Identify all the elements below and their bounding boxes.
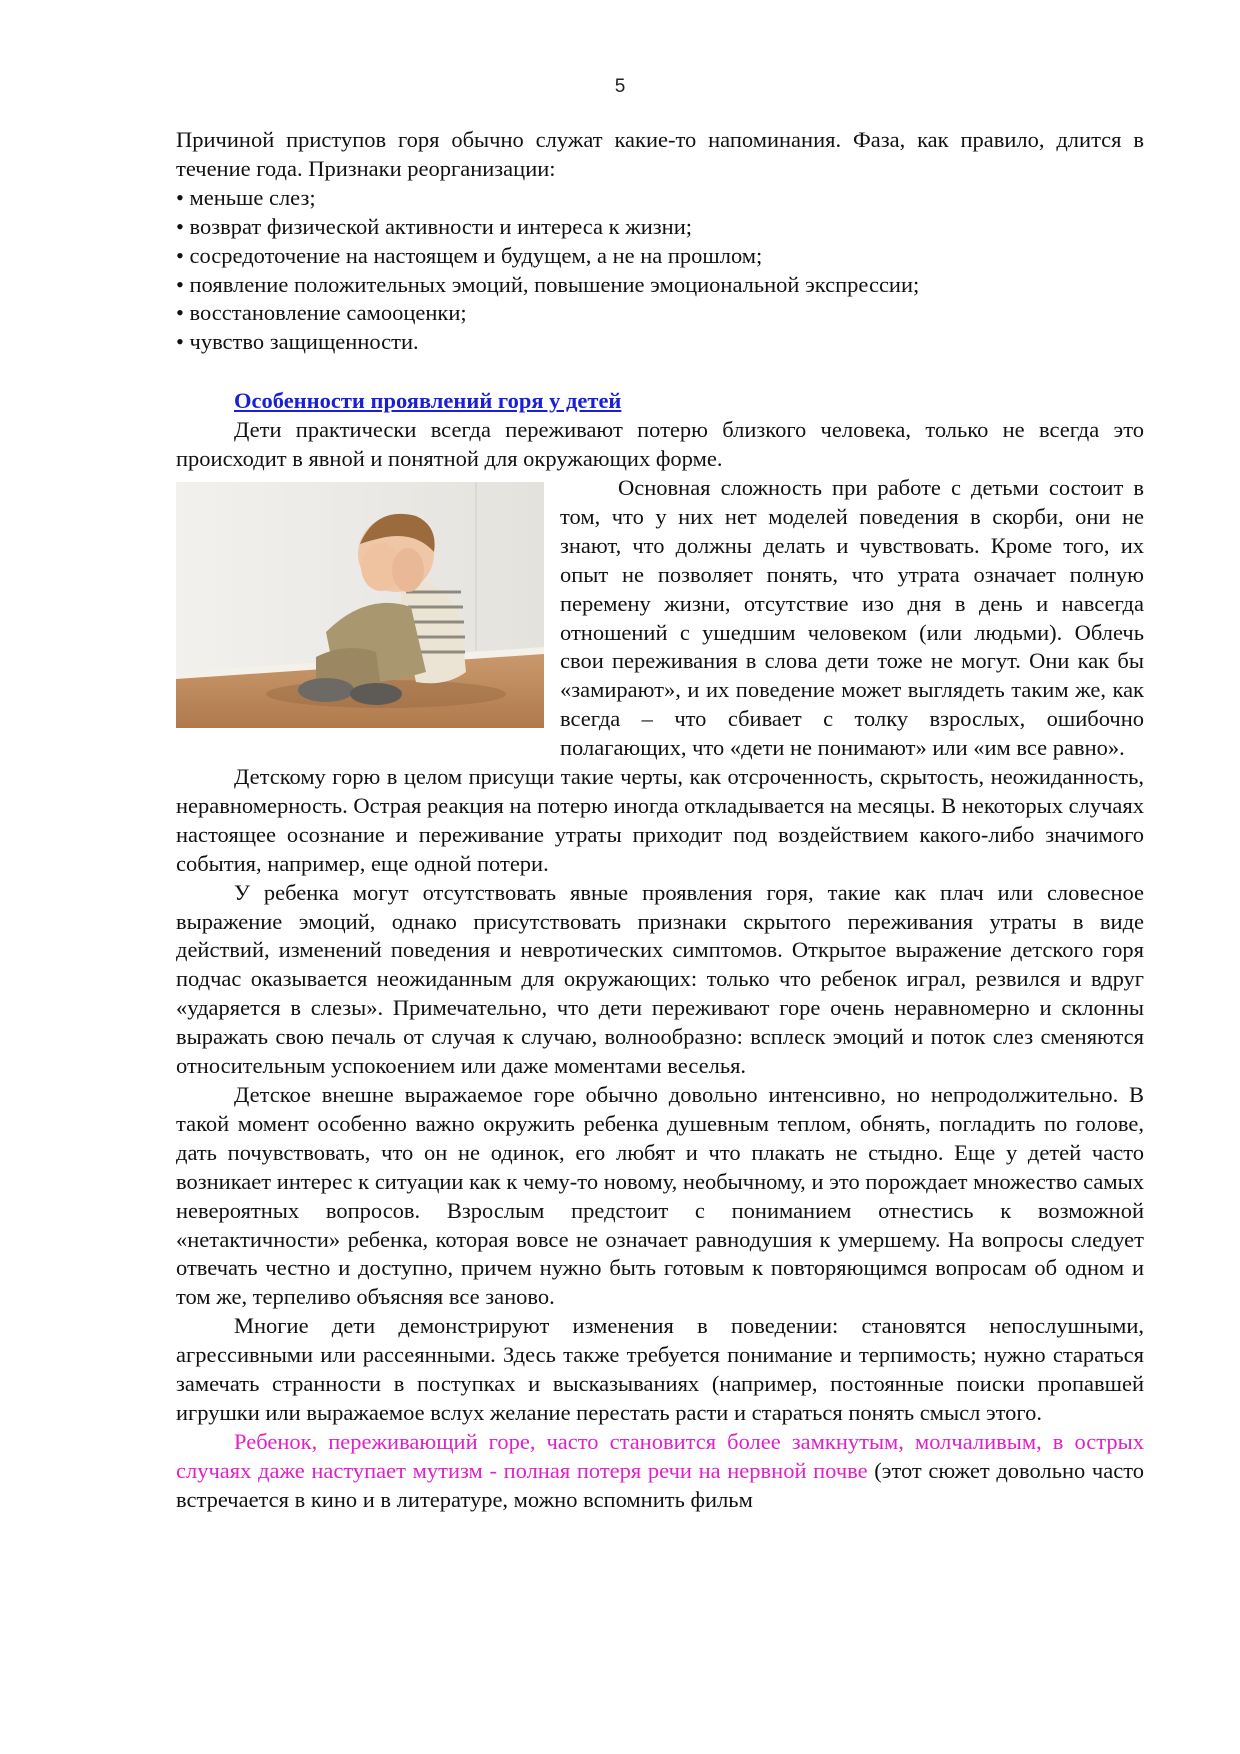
paragraph-text: Детское внешне выражаемое горе обычно довольно интенсивно, но непродолжительно. В такой момент особенно важно окружить ребенка душевным теплом, обнять, погладить по голове, дать почувствовать, что он не одинок, его любят и что плакать не стыдно. Еще у детей часто возникает интерес к ситуации как к чему-то новому, необычному, и это порождает множество самых невероятных вопросов. Взрослым предстоит с пониманием отнестись к возможной «нетактичности» ребенка, которая вовсе не означает равнодушия к умершему. На вопросы следует отвечать честно и доступно, причем нужно быть готовым к повторяющимся вопросам об одном и том же, терпеливо объясняя все заново. (176, 1082, 1144, 1310)
paragraph-expressed-grief (176, 1081, 1144, 1312)
paragraph-text: Основная сложность при работе с детьми состоит в том, что у них нет моделей поведения в скорби, они не знают, что должны делать и чувствовать. Кроме того, их опыт не позволяет понять, что утрата означает полную перемену жизни, отсутствие изо дня в день и навсегда отношений с ушедшим человеком (или людьми). Облечь свои переживания в слова дети тоже не могут. Они как бы «замирают», и их поведение может выглядеть таким же, как всегда – что сбивает с толку взрослых, ошибочно полагающих, что «дети не понимают» или «им все равно». (560, 474, 1144, 761)
intro-paragraph: Причиной приступов горя обычно служат какие-то напоминания. Фаза, как правило, длится в течение года. Признаки реорганизации: (176, 127, 1144, 181)
section-heading: Особенности проявлений горя у детей (234, 388, 622, 414)
bullet-item: • чувство защищенности. (176, 329, 419, 355)
paragraph-mutism (176, 1428, 1144, 1515)
highlighted-text: Ребенок, переживающий горе, часто становится более замкнутым, молчаливым, в острых случаях даже наступает мутизм - полная потеря речи на нервной почве (176, 1428, 1144, 1483)
paragraph-behavior-changes (176, 1312, 1144, 1428)
paragraph-text: Детскому горю в целом присущи такие черты, как отсроченность, скрытость, неожиданность, неравномерность. Острая реакция на потерю иногда откладывается на месяцы. В некоторых случаях настоящее осознание и переживание утраты приходит под воздействием какого-либо значимого события, например, еще одной потери. (176, 764, 1144, 876)
bullet-item: • появление положительных эмоций, повышение эмоциональной экспрессии; (176, 271, 920, 297)
bullet-item: • меньше слез; (176, 184, 316, 210)
page-content (176, 126, 1144, 1515)
paragraph-text: Многие дети демонстрируют изменения в поведении: становятся непослушными, агрессивными или рассеянными. Здесь также требуется понимание и терпимость; нужно стараться замечать странности в поступках и высказываниях (например, постоянные поиски пропавшей игрушки или выражаемое вслух желание перестать расти и стараться понять смысл этого. (176, 1313, 1144, 1425)
paragraph-text: У ребенка могут отсутствовать явные проявления горя, такие как плач или словесное выражение эмоций, однако присутствовать признаки скрытого переживания утраты в виде действий, изменений поведения и невротических симптомов. Открытое выражение детского горя подчас оказывается неожиданным для окружающих: только что ребенок играл, резвился и вдруг «ударяется в слезы». Примечательно, что дети переживают горе очень неравномерно и склонны выражать свою печаль от случая к случаю, волнообразно: всплеск эмоций и поток слез сменяются относительным успокоением или даже моментами веселья. (176, 879, 1144, 1079)
paragraph-hidden-grief (176, 879, 1144, 1081)
child-illustration (176, 482, 544, 728)
paragraph-traits (176, 763, 1144, 879)
bullet-item: • восстановление самооценки; (176, 300, 467, 326)
crying-child-photo (176, 482, 544, 728)
paragraph-text: Дети практически всегда переживают потерю близкого человека, только не всегда это происходит в явной и понятной для окружающих форме. (176, 417, 1144, 472)
paragraph-text: (этот сюжет довольно часто встречается в кино и в литературе, можно вспомнить фильм (176, 1457, 1144, 1512)
bullet-item: • сосредоточение на настоящем и будущем, а не на прошлом; (176, 242, 763, 268)
bullet-item: • возврат физической активности и интереса к жизни; (176, 213, 693, 239)
paragraph-intro-children (176, 416, 1144, 474)
page-number: 5 (614, 76, 626, 97)
